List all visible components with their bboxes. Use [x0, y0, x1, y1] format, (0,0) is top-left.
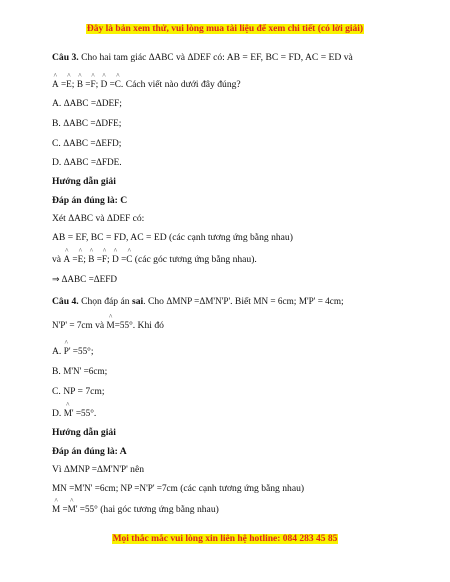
- sol-angles-note: (các góc tương ứng bằng nhau).: [134, 254, 257, 265]
- option-text: ΔABC =ΔDEF: [63, 98, 120, 108]
- q3-option-c: [52, 138, 121, 149]
- q4-guide-title: Hướng dẫn giải: [52, 427, 116, 438]
- option-key: D.: [52, 157, 62, 168]
- q4-khi-do: . Khi đó: [132, 320, 164, 331]
- option-text: NP = 7cm;: [63, 386, 105, 397]
- preview-banner: [0, 24, 450, 34]
- option-key: C.: [52, 386, 61, 397]
- q3-answer: Đáp án đúng là: C: [52, 195, 128, 206]
- option-text: ΔABC =ΔEFD: [63, 138, 119, 148]
- angle-p: ^ P: [64, 346, 69, 356]
- q4-given-mn: MN = 6cm: [253, 296, 294, 306]
- q3-guide-title: Hướng dẫn giải: [52, 176, 116, 187]
- option-key: D.: [52, 408, 62, 419]
- angle-a: ^ A: [63, 254, 70, 264]
- q4-given-np: N'P' = 7cm: [52, 320, 93, 330]
- angle-c: ^ C: [115, 79, 121, 89]
- q3-triangle-abc: ΔABC: [148, 52, 174, 62]
- sol-sides-note: (các cạnh tương ứng bằng nhau): [180, 483, 305, 494]
- option-text: ΔABC =ΔFDE: [63, 157, 120, 167]
- q3-option-b: [52, 118, 121, 129]
- q3-angles: ^ A =^ E; ^ B =^ F; ^ D =^ C. Cách viết nào dưới đây đúng?: [52, 79, 241, 90]
- q4-stem-text-2: . Cho: [143, 296, 164, 307]
- option-end: ;: [104, 366, 108, 377]
- angle-b: ^ B: [88, 254, 94, 264]
- q3-and: và: [175, 52, 186, 63]
- q4-option-d: [52, 408, 96, 419]
- option-text: M'N' =6cm: [63, 366, 105, 376]
- angle-b: ^ B: [77, 79, 83, 89]
- q3-stem-text-2: có: AB = EF, BC = FD, AC = ED và: [213, 52, 353, 63]
- angle-m: ^ M: [52, 504, 60, 514]
- sol-eq-np: ; NP =N'P' =7cm: [115, 483, 178, 493]
- preview-banner-text: Đây là bản xem thử, vui lòng mua tài liệu để xem chi tiết (có lời giải): [86, 24, 364, 34]
- angle-f: ^ F: [102, 254, 107, 264]
- hotline-banner-text: Mọi thắc mắc vui lòng xin liên hệ hotline: 084 283 45 85: [112, 534, 338, 544]
- angle-e: ^ E: [78, 254, 84, 264]
- q4-solution-sides: [52, 483, 304, 494]
- sol-triangle-abc: ΔABC: [68, 213, 94, 223]
- q4-option-c: [52, 386, 105, 397]
- option-end: ;: [90, 346, 94, 357]
- option-end: ;: [119, 98, 122, 109]
- option-end: .: [93, 408, 97, 419]
- q4-label: Câu 4.: [52, 296, 79, 307]
- sol-angle-note: (hai góc tương ứng bằng nhau): [100, 504, 219, 515]
- q4-given-mp: M'P' = 4cm: [298, 296, 341, 306]
- q3-solution-angles: và ^ A =^ E; ^ B =^ F; ^ D =^ C (các góc tương ứng bằng nhau).: [52, 254, 257, 265]
- q4-stem: Câu 4. Chọn đáp án sai. Cho ΔMNP =ΔM'N'P'. Biết MN = 6cm; M'P' = 4cm;: [52, 296, 344, 307]
- option-key: C.: [52, 138, 61, 149]
- angle-e: ^ E: [66, 79, 72, 89]
- option-text: ' =55°: [68, 346, 91, 356]
- option-end: ;: [118, 138, 122, 149]
- sol-co: có:: [132, 213, 145, 224]
- q3-solution-xet: [52, 213, 144, 224]
- option-key: A.: [52, 98, 62, 109]
- sol-triangle-def: ΔDEF: [106, 213, 131, 223]
- sol-angle-value: ' =55°: [75, 504, 98, 514]
- q4-option-a: [52, 346, 94, 357]
- q3-solution-sides: AB = EF, BC = FD, AC = ED (các cạnh tương ứng bằng nhau): [52, 232, 293, 243]
- q4-solution-angle: ^ M =^ M' =55° (hai góc tương ứng bằng nhau): [52, 504, 219, 515]
- q3-question: . Cách viết nào dưới đây đúng?: [120, 79, 241, 90]
- q4-stem-text: Chọn đáp án: [81, 296, 130, 307]
- sol-vi: Vì: [52, 464, 62, 475]
- sol-congruence: ΔMNP =ΔM'N'P': [64, 464, 128, 474]
- option-text: ' =55°: [71, 408, 94, 418]
- q3-stem-text: Cho hai tam giác: [81, 52, 147, 63]
- angle-m: ^ M: [107, 320, 115, 330]
- option-text: ΔABC =ΔDFE: [63, 118, 119, 128]
- angle-a: ^ A: [52, 79, 59, 89]
- sol-va: và: [52, 254, 62, 265]
- q4-option-b: [52, 366, 107, 377]
- sol-eq-mn: MN =M'N' =6cm: [52, 483, 116, 493]
- sol-nen: nên: [130, 464, 145, 475]
- hotline-banner: [0, 534, 450, 544]
- q4-va: và: [95, 320, 105, 331]
- q3-option-a: [52, 98, 122, 109]
- option-key: B.: [52, 118, 61, 129]
- q4-angle-value: =55°: [114, 320, 133, 330]
- q4-given-line: [52, 320, 164, 331]
- q3-label: Câu 3.: [52, 52, 79, 63]
- q4-answer: Đáp án đúng là: A: [52, 446, 127, 457]
- angle-d: ^ D: [101, 79, 108, 89]
- q3-option-d: [52, 157, 122, 168]
- q3-solution-conclusion: ⇒ ΔABC =ΔEFD: [52, 274, 118, 284]
- q4-solution-vi: [52, 464, 144, 475]
- sol-and: và: [95, 213, 105, 224]
- angle-c: ^ C: [126, 254, 132, 264]
- option-key: A.: [52, 346, 62, 357]
- sol-xet: Xét: [52, 213, 66, 224]
- angle-d: ^ D: [112, 254, 119, 264]
- q3-stem: [52, 52, 353, 63]
- option-key: B.: [52, 366, 61, 377]
- option-end: .: [119, 157, 122, 168]
- angle-m-prime: ^ M: [68, 504, 76, 514]
- angle-m: ^ M: [64, 408, 72, 418]
- q3-triangle-def: ΔDEF: [187, 52, 211, 62]
- q4-congruence: ΔMNP =ΔM'N'P': [166, 296, 231, 306]
- angle-f: ^ F: [90, 79, 95, 89]
- option-end: ;: [118, 118, 122, 129]
- q4-sai: sai: [131, 296, 144, 307]
- q4-biet: . Biết: [230, 296, 251, 307]
